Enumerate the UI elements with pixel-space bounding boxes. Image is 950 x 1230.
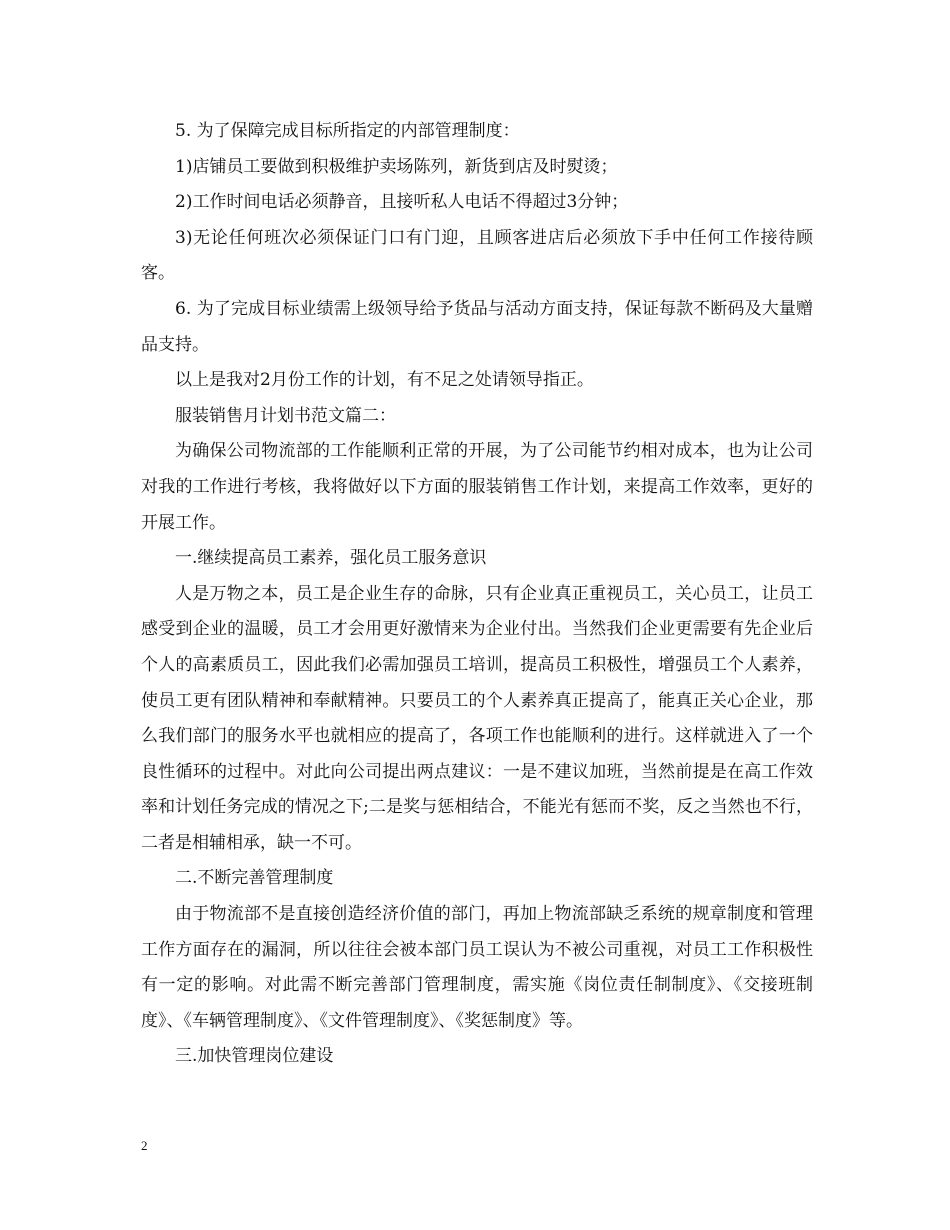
paragraph-intro: 为确保公司物流部的工作能顺利正常的开展，为了公司能节约相对成本，也为让公司对我的工作进行考核，我将做好以下方面的服装销售工作计划，来提高工作效率，更好的开展工作。 [141,441,813,533]
paragraph-section-2-body: 由于物流部不是直接创造经济价值的部门，再加上物流部缺乏系统的规章制度和管理工作方面存在的漏洞，所以往往会被本部门员工误认为不被公司重视，对员工工作积极性有一定的影响。对此需不断完善部门管理制度，需实施《岗位责任制制度》、《交接班制度》、《车辆管理制度》、《文件管理制度》、《奖惩制度》等。 [141,904,813,1031]
heading-section-3: 三.加快管理岗位建设 [175,1046,334,1067]
paragraph-section-1-body: 人是万物之本，员工是企业生存的命脉，只有企业真正重视员工，关心员工，让员工感受到企业的温暖，员工才会用更好激情来为企业付出。当然我们企业更需要有先企业后个人的高素质员工，因此我们必需加强员工培训，提高员工积极性，增强员工个人素养，使员工更有团队精神和奉献精神。只要员工的个人素养真正提高了，能真正关心企业，那么我们部门的服务水平也就相应的提高了，各项工作也能顺利的进行。这样就进入了一个良性循环的过程中。对此向公司提出两点建议：一是不建议加班，当然前提是在高工作效率和计划任务完成的情况之下;二是奖与惩相结合，不能光有惩而不奖，反之当然也不行，二者是相辅相承，缺一不可。 [141,583,813,853]
document-body [141,114,813,1075]
paragraph-item-6: 6. 为了完成目标业绩需上级领导给予货品与活动方面支持，保证每款不断码及大量赠品支持。 [141,298,813,355]
paragraph-rule-2: 2)工作时间电话必须静音，且接听私人电话不得超过3分钟； [175,192,629,213]
heading-section-2: 二.不断完善管理制度 [175,868,334,889]
heading-section-1: 一.继续提高员工素养，强化员工服务意识 [175,548,487,569]
paragraph-item-5: 5. 为了保障完成目标所指定的内部管理制度： [175,121,520,141]
page-number: 2 [141,1138,148,1153]
paragraph-rule-3: 3)无论任何班次必须保证门口有门迎，且顾客进店后必须放下手中任何工作接待顾客。 [141,227,813,284]
paragraph-rule-1: 1)店铺员工要做到积极维护卖场陈列，新货到店及时熨烫； [175,156,618,177]
section-title-part-two: 服装销售月计划书范文篇二： [175,405,396,426]
paragraph-conclusion: 以上是我对2月份工作的计划，有不足之处请领导指正。 [175,370,594,391]
